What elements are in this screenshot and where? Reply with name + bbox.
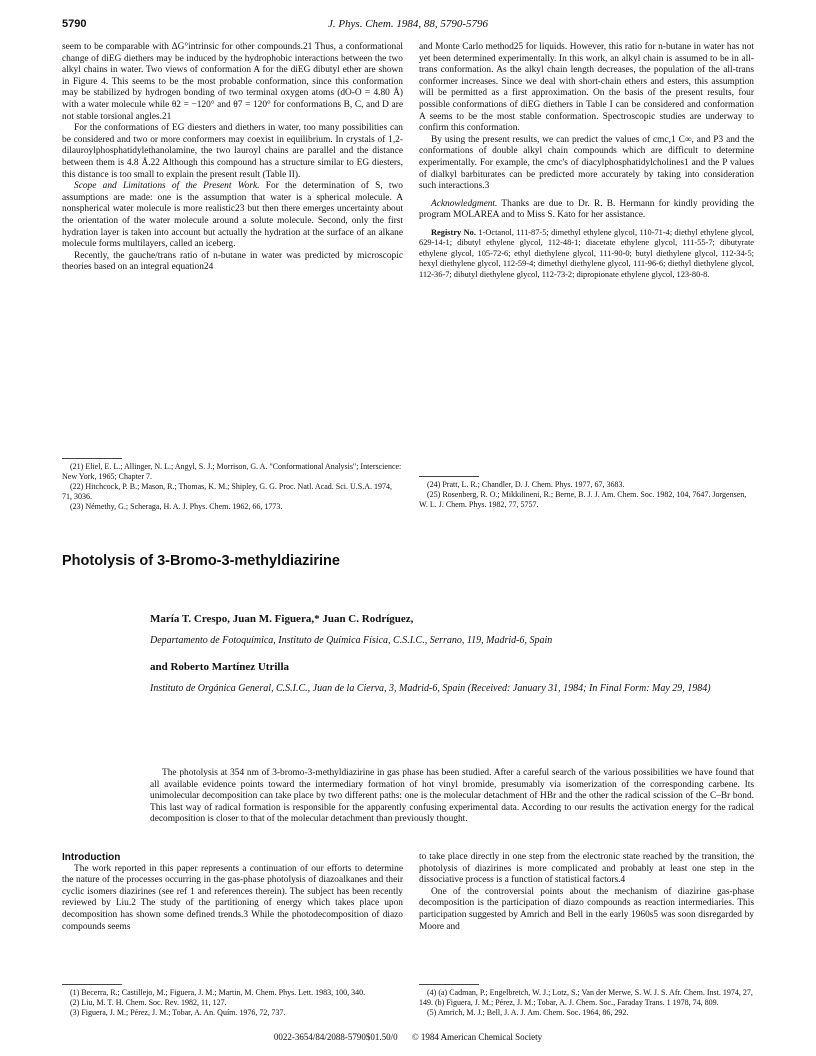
- paragraph: By using the present results, we can predict the values of cmc,1 C∞, and P3 and the conformations of double alkyl chain compounds which are difficult to determine experimentally. For example, the cmc's of diacylphosphatidylcholines1 and the P values of dialkyl barbiturates can be predicted more accurately by taking into consideration such interactions.3: [419, 134, 754, 192]
- ack-heading: Acknowledgment.: [431, 198, 498, 209]
- abstract-text: The photolysis at 354 nm of 3-bromo-3-methyldiazirine in gas phase has been studied. After a careful search of the various possibilities we have found that all available evidence points toward the intermediary formation of hot vinyl bromide, presumably via isomerization of the corresponding carbene. Its unimolecular decomposition can take place by two different paths: one is the molecular detachment of HBr and the other the radical scission of the C–Br bond. This last way of radical formation is responsible for the apparently confusing experimental data. According to our results the activation energy for the radical decomposition is closer to that of the molecular detachment than previously thought.: [150, 768, 754, 825]
- authors-line-1: María T. Crespo, Juan M. Figuera,* Juan C. Rodríguez,: [150, 613, 414, 625]
- registry-text: 1-Octanol, 111-87-5; dimethyl ethylene glycol, 110-71-4; diethyl ethylene glycol, 629-14-1; dibutyl ethylene glycol, 112-48-1; diacetate ethylene glycol, 111-55-7; dibutyrate ethylene glycol, 105-72-6; ethyl diethylene glycol, 111-90-0; butyl diethylene glycol, 112-34-5; hexyl diethylene glycol, 112-59-4; dimethyl diethylene glycol, 111-96-6; diethyl diethylene glycol, 112-36-7; dibutyl diethylene glycol, 112-73-2; dipropionate ethylene glycol, 123-80-8.: [419, 227, 754, 279]
- paragraph: Recently, the gauche/trans ratio of n-butane in water was predicted by microscopic theories based on an integral equation24: [62, 250, 403, 273]
- footer-code: 0022-3654/84/2088-5790$01.50/0: [273, 1032, 398, 1042]
- footnote: (3) Figuera, J. M.; Pérez, J. M.; Tobar, A. An. Quím. 1976, 72, 737.: [70, 1008, 286, 1017]
- footnote: (22) Hitchcock, P. B.; Mason, R.; Thomas, K. M.; Shipley, G. G. Proc. Natl. Acad. Sci. U.S.A. 1974, 71, 3036.: [62, 482, 392, 501]
- footnote: (23) Némethy, G.; Scheraga, H. A. J. Phys. Chem. 1962, 66, 1773.: [70, 502, 283, 511]
- acknowledgment: [419, 199, 754, 222]
- paragraph: The work reported in this paper represents a continuation of our efforts to determine the nature of the processes occurring in the gas-phase photolysis of diazoalkanes and their cyclic isomers diazirines (see ref 1 and references therein). The subject has been recently reviewed by Liu.2 The study of the partitioning of energy which takes place upon decomposition has shown some defined trends.3 While the photodecomposition of diazo compounds seems: [62, 863, 403, 932]
- article-title: Photolysis of 3-Bromo-3-methyldiazirine: [62, 553, 340, 569]
- intro-heading: Introduction: [62, 852, 121, 863]
- left-footnotes: [62, 462, 403, 512]
- footnote: (5) Amrich, M. J.; Bell, J. A. J. Am. Chem. Soc. 1964, 86, 292.: [427, 1008, 629, 1017]
- paragraph: and Monte Carlo method25 for liquids. However, this ratio for n-butane in water has not yet been determined experimentally. In this work, an alkyl chain is assumed to be in all-trans conformation. As the alkyl chain length decreases, the population of the all-trans conformer increases. Since we deal with short-chain ethers and esters, this assumption will be permitted as a first approximation. On the basis of the present results, four possible conformations of diEG diethers in Table I can be considered and conformation A seems to be the most stable conformation. Spectroscopic studies are underway to confirm this conformation.: [419, 42, 754, 134]
- footnote-rule: [419, 476, 479, 477]
- scope-text: For the determination of S, two assumptions are made: one is the assumption that water is a spherical molecule. A nonspherical water molecule is more realistic23 but then there emerges uncertainty about the orientation of the water molecule around a solute molecule. Second, only the first hydration layer is taken into account but actually the hydration at the surface of an alkane molecule forms multilayers, called an iceberg.: [62, 181, 403, 250]
- affiliation-2: Instituto de Orgánica General, C.S.I.C., Juan de la Cierva, 3, Madrid-6, Spain (Received: January 31, 1984; In Final Form: May 29, 1984): [150, 683, 711, 694]
- left-column-top: [62, 42, 403, 274]
- ack-text: Thanks are due to Dr. R. B. Hermann for kindly providing the program MOLAREA and to Miss S. Kato for her assistance.: [419, 198, 754, 221]
- paragraph: seem to be comparable with ΔG°intrinsic for other compounds.21 Thus, a conformational change of diEG diethers may be induced by the hydrophobic interactions between the two alkyl chains in water. Two views of conformation A for the diEG dibutyl ether are shown in Figure 4. This seems to be the most probable conformation, since this conformation may be stabilized by hydrogen bonding of two terminal oxygen atoms (dO-O = 4.80 Å) with a water molecule while θ2 = −120° and θ7 = 120° for conformations B, C, and D are not stable torsional angles.21: [62, 42, 403, 122]
- footnote: (21) Eliel, E. L.; Allinger, N. L.; Angyl, S. J.; Morrison, G. A. "Conformational Analysis"; Interscience: New York, 1965; Chapter 7.: [62, 462, 402, 481]
- paragraph: One of the controversial points about the mechanism of diazirine gas-phase decomposition is the participation of diazo compounds as reaction intermediaries. This participation suggested by Amrich and Bell in the early 1960s5 was soon disregarded by Moore and: [419, 886, 754, 932]
- paragraph: For the conformations of EG diesters and diethers in water, too many possibilities can be considered and two or more conformers may coexist in equilibrium. In crystals of 1,2-dilauroylphosphatidylethanolamine, the two lauroyl chains are parallel and the distance between them is 4.8 Å.22 Although this compound has a structure similar to EG diesters, this distance is too small to explain the present result (Table II).: [62, 123, 403, 180]
- affiliation-1: Departamento de Fotoquímica, Instituto de Química Física, C.S.I.C., Serrano, 119, Madrid-6, Spain: [150, 635, 553, 646]
- intro-right-column: [419, 852, 754, 933]
- abstract: [150, 768, 754, 826]
- footnote: (25) Rosenberg, R. O.; Mikkilineni, R.; Berne, B. J. J. Am. Chem. Soc. 1982, 104, 7647. Jorgensen, W. L. J. Chem. Phys. 1982, 77, 5757.: [419, 490, 747, 509]
- authors-line-2: and Roberto Martínez Utrilla: [150, 661, 289, 673]
- footnote: (2) Liu, M. T. H. Chem. Soc. Rev. 1982, 11, 127.: [70, 998, 227, 1007]
- registry-numbers: [419, 228, 754, 280]
- footnote-rule: [62, 984, 122, 985]
- right-footnotes: [419, 480, 754, 510]
- page-footer: [0, 1032, 816, 1042]
- paragraph: to take place directly in one step from the electronic state reached by the transition, the photolysis of diazirines is more complicated and probably at least one step in the dissociative process is a function of statistical factors.4: [419, 852, 754, 886]
- intro-right-footnotes: [419, 988, 754, 1018]
- right-column-top: [419, 42, 754, 280]
- footnote-rule: [62, 458, 122, 459]
- scope-paragraph: [62, 181, 403, 251]
- footnote: (4) (a) Cadman, P.; Engelbretch, W. J.; Lotz, S.; Van der Merwe, S. W. J. S. Afr. Chem. Inst. 1974, 27, 149. (b) Figuera, J. M.; Pérez, J. M.; Tobar, A. J. Chem. Soc., Faraday Trans. 1 1978, 74, 809.: [419, 988, 753, 1007]
- journal-header: J. Phys. Chem. 1984, 88, 5790-5796: [327, 18, 489, 30]
- footnote-rule: [419, 984, 479, 985]
- page-number: 5790: [62, 18, 87, 30]
- intro-left-column: [62, 852, 403, 933]
- registry-heading: Registry No.: [431, 227, 476, 237]
- footnote: (24) Pratt, L. R.; Chandler, D. J. Chem. Phys. 1977, 67, 3683.: [427, 480, 625, 489]
- footer-copyright: © 1984 American Chemical Society: [411, 1032, 543, 1042]
- footnote: (1) Becerra, R.; Castillejo, M.; Figuera, J. M.; Martin, M. Chem. Phys. Lett. 1983, 100, 340.: [70, 988, 366, 997]
- intro-left-footnotes: [62, 988, 403, 1018]
- scope-heading: Scope and Limitations of the Present Work.: [74, 181, 260, 192]
